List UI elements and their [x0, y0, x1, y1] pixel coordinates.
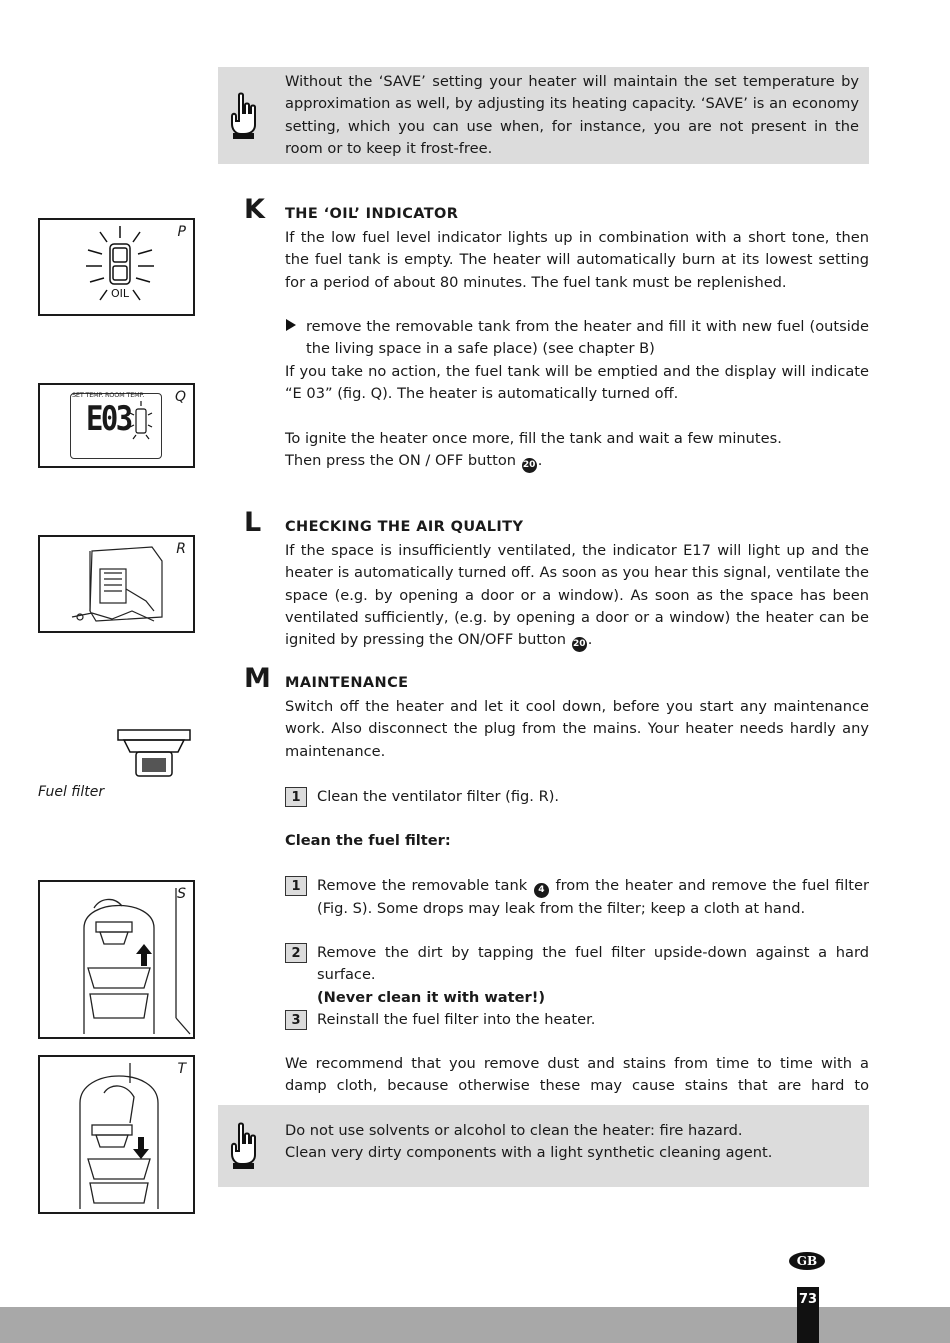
section-k-paragraph-3a: To ignite the heater once more, fill the tank and wait a few minutes.: [285, 430, 782, 447]
fuel-filter-illustration: [114, 726, 194, 780]
figure-p-label: P: [177, 224, 186, 240]
step-2-text: [317, 942, 869, 1009]
section-m-letter: M: [244, 663, 271, 694]
figure-q-display: [38, 383, 195, 468]
lcd-error-code: E03: [86, 399, 131, 439]
section-k-bullet: remove the removable tank from the heater and fill it with new fuel (outside the living space in a safe place) (see chapter B): [306, 318, 869, 358]
figure-r-ventilator-filter: [38, 535, 195, 633]
oil-indicator-icon: [80, 224, 160, 312]
oil-label: OIL: [110, 287, 130, 300]
figure-p-oil-indicator: [38, 218, 195, 316]
figure-s-remove-filter: [38, 880, 195, 1039]
note-cleaning-line-2: Clean very dirty components with a light synthetic cleaning agent.: [285, 1144, 773, 1161]
section-l-letter: L: [244, 507, 262, 538]
section-l-paragraph: If the space is insufficiently ventilated, the indicator E17 will light up and the heater is automatically turned off. As soon as you hear this signal, ventilate the space (e.g. by opening a door or a window). As soon as the space has been ventilated sufficiently, (e.g. by opening a door or a window) the heater can be ignited by pressing the ON/OFF button 20 .: [285, 540, 869, 652]
button-ref-20-icon: 20: [572, 637, 587, 652]
step-1-text: [317, 875, 869, 920]
section-k-paragraph-1: If the low fuel level indicator lights up in combination with a short tone, then the fuel tank is empty. The heater will automatically burn at its lowest setting for a period of about 80 minutes. The fuel tank must be replenished.: [285, 229, 869, 291]
fuel-filter-heading: Clean the fuel filter:: [285, 832, 451, 849]
section-l-text: If the space is insufficiently ventilated, the indicator E17 will light up and the heater is automatically turned off. As soon as you hear this signal, ventilate the space (e.g. by opening a door or a window). As soon as the space has been ventilated sufficiently, (e.g. by opening a door or a window) the heater can be ignited by pressing the ON/OFF button: [285, 542, 869, 649]
page-number: 73: [797, 1287, 819, 1343]
section-k-paragraph-2: If you take no action, the fuel tank will be emptied and the display will indicate “E 03” (fig. Q). The heater is automatically turned off.: [285, 363, 869, 403]
pointing-hand-icon: [226, 91, 266, 141]
step-1-number: 1: [285, 876, 307, 896]
note-save-text: Without the ‘SAVE’ setting your heater will maintain the set temperature by approximation as well, by adjusting its heating capacity. ‘SAVE’ is an economy setting, which you can use when, for instance, you are not present in the room or to keep it frost-free.: [285, 73, 859, 157]
pointing-hand-icon: [226, 1121, 266, 1171]
step-vent-text: Clean the ventilator filter (fig. R).: [317, 788, 560, 805]
heater-back-illustration: [62, 541, 182, 629]
reinstall-filter-illustration: [44, 1063, 192, 1211]
country-badge: GB: [789, 1252, 825, 1270]
lcd-oil-icon: [128, 399, 154, 447]
step-1-text-b: from the heater and remove the fuel filter (Fig. S). Some drops may leak from the filter; keep a cloth at hand.: [317, 877, 870, 917]
note-box-save: [218, 67, 869, 164]
fuel-filter-caption: Fuel filter: [38, 784, 105, 800]
section-k-letter: K: [244, 194, 265, 225]
section-l-heading: CHECKING THE AIR QUALITY: [285, 519, 524, 535]
remove-filter-illustration: [44, 888, 192, 1036]
step-3-text: Reinstall the fuel filter into the heater.: [317, 1011, 596, 1028]
step-3-number: 3: [285, 1010, 307, 1030]
figure-q-label: Q: [174, 389, 186, 405]
section-k-heading: THE ‘OIL’ INDICATOR: [285, 206, 459, 222]
section-k-on-off-text: Then press the ON / OFF button: [285, 452, 517, 469]
figure-t-reinstall-filter: [38, 1055, 195, 1214]
figure-t-label: T: [177, 1061, 186, 1077]
section-m-final-paragraph: We recommend that you remove dust and stains from time to time with a damp cloth, because otherwise these may cause stains that are hard to: [285, 1055, 869, 1095]
button-ref-20-icon: 20: [522, 458, 537, 473]
section-m-heading: MAINTENANCE: [285, 675, 409, 691]
step-2-warning: (Never clean it with water!): [317, 988, 546, 1006]
note-cleaning-line-1: Do not use solvents or alcohol to clean the heater: fire hazard.: [285, 1122, 743, 1139]
lcd-header: SET TEMP. ROOM TEMP.: [72, 391, 145, 399]
step-2-number: 2: [285, 943, 307, 963]
section-k-paragraph-3b: Then press the ON / OFF button 20 .: [285, 450, 869, 473]
step-1-text-a: Remove the removable tank: [317, 877, 528, 894]
figure-s-label: S: [177, 886, 186, 902]
figure-r-label: R: [176, 541, 186, 557]
note-box-cleaning: [218, 1105, 869, 1187]
step-vent-number: 1: [285, 787, 307, 807]
bullet-arrow-icon: [286, 319, 296, 331]
step-2-text-main: Remove the dirt by tapping the fuel filter upside-down against a hard surface.: [317, 944, 869, 984]
section-m-paragraph-1: Switch off the heater and let it cool down, before you start any maintenance work. Also disconnect the plug from the mains. Your heater needs hardly any maintenance.: [285, 698, 869, 760]
tank-ref-4-icon: 4: [534, 883, 549, 898]
